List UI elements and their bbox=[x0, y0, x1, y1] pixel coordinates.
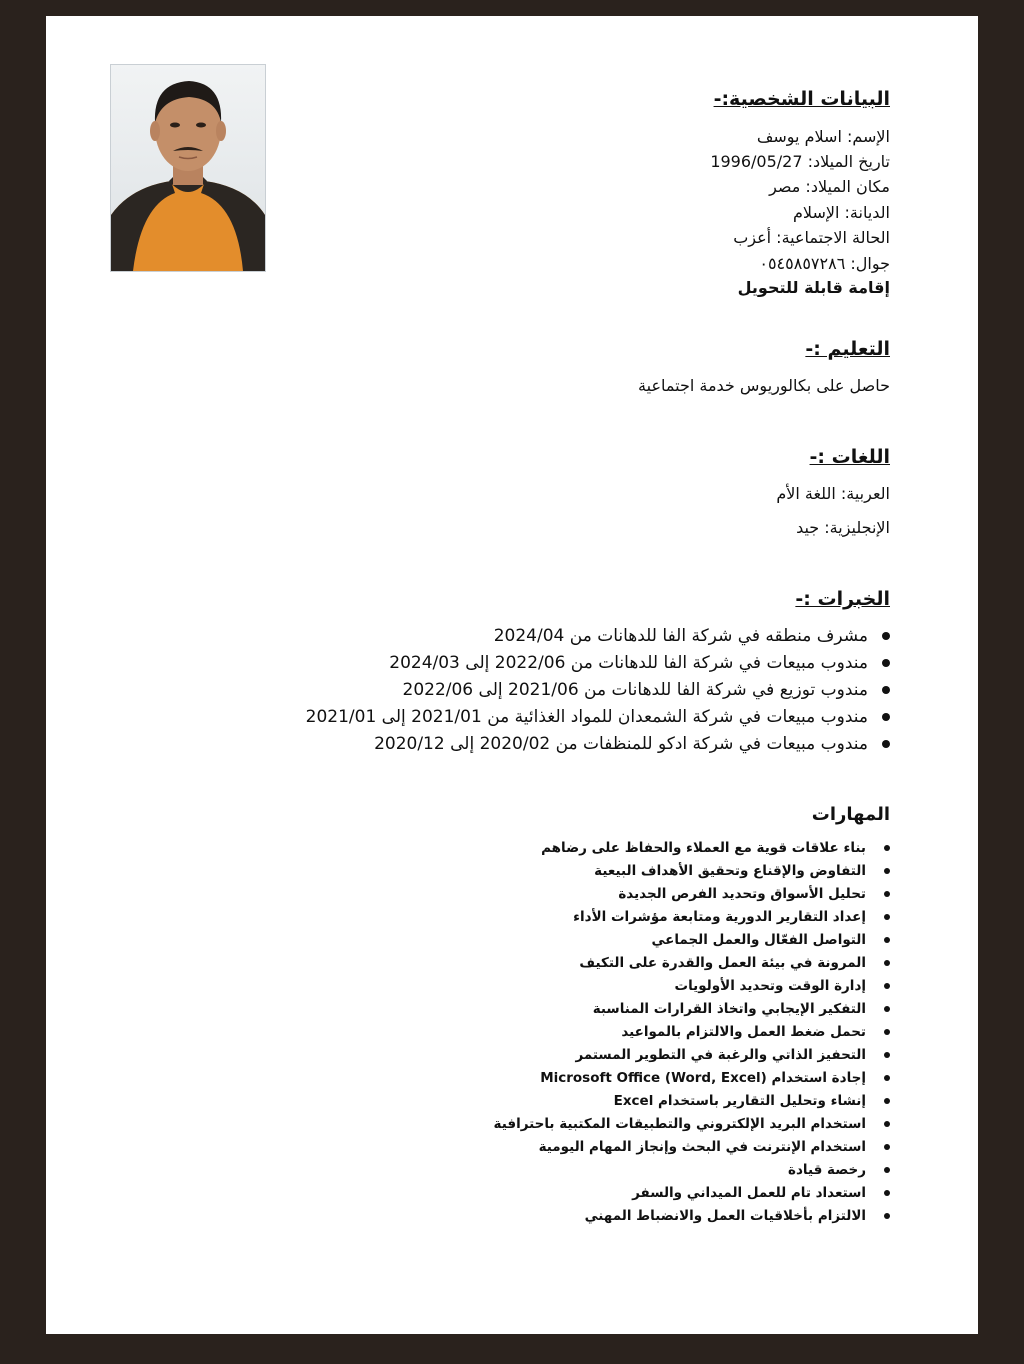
bullet-icon bbox=[884, 983, 890, 989]
person-portrait-image bbox=[111, 65, 265, 271]
personal-info-heading: البيانات الشخصية:- bbox=[713, 88, 890, 110]
language-item: العربية: اللغة الأم bbox=[776, 484, 890, 503]
skill-item: استخدام الإنترنت في البحث وإنجاز المهام اليومية bbox=[539, 1137, 890, 1157]
skill-item: التحفيز الذاتي والرغبة في التطوير المستمر bbox=[575, 1045, 890, 1065]
skill-item: تحليل الأسواق وتحديد الفرص الجديدة bbox=[618, 884, 890, 904]
religion-field: الديانة: الإسلام bbox=[793, 203, 890, 222]
bullet-icon bbox=[882, 659, 890, 667]
skill-item: بناء علاقات قوية مع العملاء والحفاظ على رضاهم bbox=[541, 838, 890, 858]
skill-item: إدارة الوقت وتحديد الأولويات bbox=[675, 976, 890, 996]
bullet-icon bbox=[884, 960, 890, 966]
bullet-icon bbox=[882, 740, 890, 748]
bullet-icon bbox=[882, 632, 890, 640]
bullet-icon bbox=[884, 1052, 890, 1058]
bullet-icon bbox=[884, 1144, 890, 1150]
bullet-icon bbox=[884, 937, 890, 943]
language-item: الإنجليزية: جيد bbox=[796, 518, 890, 537]
skill-item: التواصل الفعّال والعمل الجماعي bbox=[651, 930, 890, 950]
experience-item: مشرف منطقه في شركة الفا للدهانات من 2024/04 bbox=[494, 624, 890, 648]
marital-status-field: الحالة الاجتماعية: أعزب bbox=[733, 228, 890, 247]
skill-item: استخدام البريد الإلكتروني والتطبيقات المكتبية باحترافية bbox=[494, 1114, 890, 1134]
skills-heading: المهارات bbox=[811, 804, 890, 825]
skill-item: إنشاء وتحليل التقارير باستخدام Excel bbox=[614, 1091, 890, 1111]
mobile-field: جوال: ٠٥٤٥٨٥٧٢٨٦ bbox=[759, 254, 890, 273]
experience-item: مندوب مبيعات في شركة ادكو للمنظفات من 2020/02 إلى 2020/12 bbox=[374, 732, 890, 756]
experience-item: مندوب توزيع في شركة الفا للدهانات من 2021/06 إلى 2022/06 bbox=[403, 678, 891, 702]
bullet-icon bbox=[884, 1006, 890, 1012]
skill-item: استعداد تام للعمل الميداني والسفر bbox=[632, 1183, 890, 1203]
bullet-icon bbox=[884, 868, 890, 874]
skill-item: إجادة استخدام Microsoft Office (Word, Excel) bbox=[540, 1068, 890, 1088]
residence-field: إقامة قابلة للتحويل bbox=[737, 278, 890, 297]
bullet-icon bbox=[884, 1190, 890, 1196]
education-heading: التعليم :- bbox=[805, 338, 890, 360]
birth-date-field: تاريخ الميلاد: 1996/05/27 bbox=[710, 152, 890, 171]
bullet-icon bbox=[884, 891, 890, 897]
skill-item: التفاوض والإقناع وتحقيق الأهداف البيعية bbox=[594, 861, 890, 881]
education-degree: حاصل على بكالوريوس خدمة اجتماعية bbox=[638, 376, 890, 395]
bullet-icon bbox=[884, 1098, 890, 1104]
bullet-icon bbox=[884, 1167, 890, 1173]
birth-place-field: مكان الميلاد: مصر bbox=[769, 177, 890, 196]
skill-item: الالتزام بأخلاقيات العمل والانضباط المهني bbox=[585, 1206, 890, 1226]
experience-item: مندوب مبيعات في شركة الشمعدان للمواد الغذائية من 2021/01 إلى 2021/01 bbox=[306, 705, 890, 729]
bullet-icon bbox=[884, 914, 890, 920]
bullet-icon bbox=[882, 686, 890, 694]
cv-page bbox=[46, 16, 978, 1334]
bullet-icon bbox=[884, 1213, 890, 1219]
experience-heading: الخبرات :- bbox=[795, 588, 890, 610]
bullet-icon bbox=[884, 845, 890, 851]
skill-item: رخصة قيادة bbox=[788, 1160, 890, 1180]
skill-item: المرونة في بيئة العمل والقدرة على التكيف bbox=[579, 953, 890, 973]
name-field: الإسم: اسلام يوسف bbox=[756, 127, 890, 146]
experience-item: مندوب مبيعات في شركة الفا للدهانات من 2022/06 إلى 2024/03 bbox=[389, 651, 890, 675]
bullet-icon bbox=[882, 713, 890, 721]
skill-item: التفكير الإيجابي واتخاذ القرارات المناسبة bbox=[593, 999, 890, 1019]
skill-item: تحمل ضغط العمل والالتزام بالمواعيد bbox=[621, 1022, 890, 1042]
profile-photo bbox=[110, 64, 266, 272]
bullet-icon bbox=[884, 1121, 890, 1127]
bullet-icon bbox=[884, 1075, 890, 1081]
skill-item: إعداد التقارير الدورية ومتابعة مؤشرات الأداء bbox=[573, 907, 890, 927]
languages-heading: اللغات :- bbox=[809, 446, 890, 468]
bullet-icon bbox=[884, 1029, 890, 1035]
